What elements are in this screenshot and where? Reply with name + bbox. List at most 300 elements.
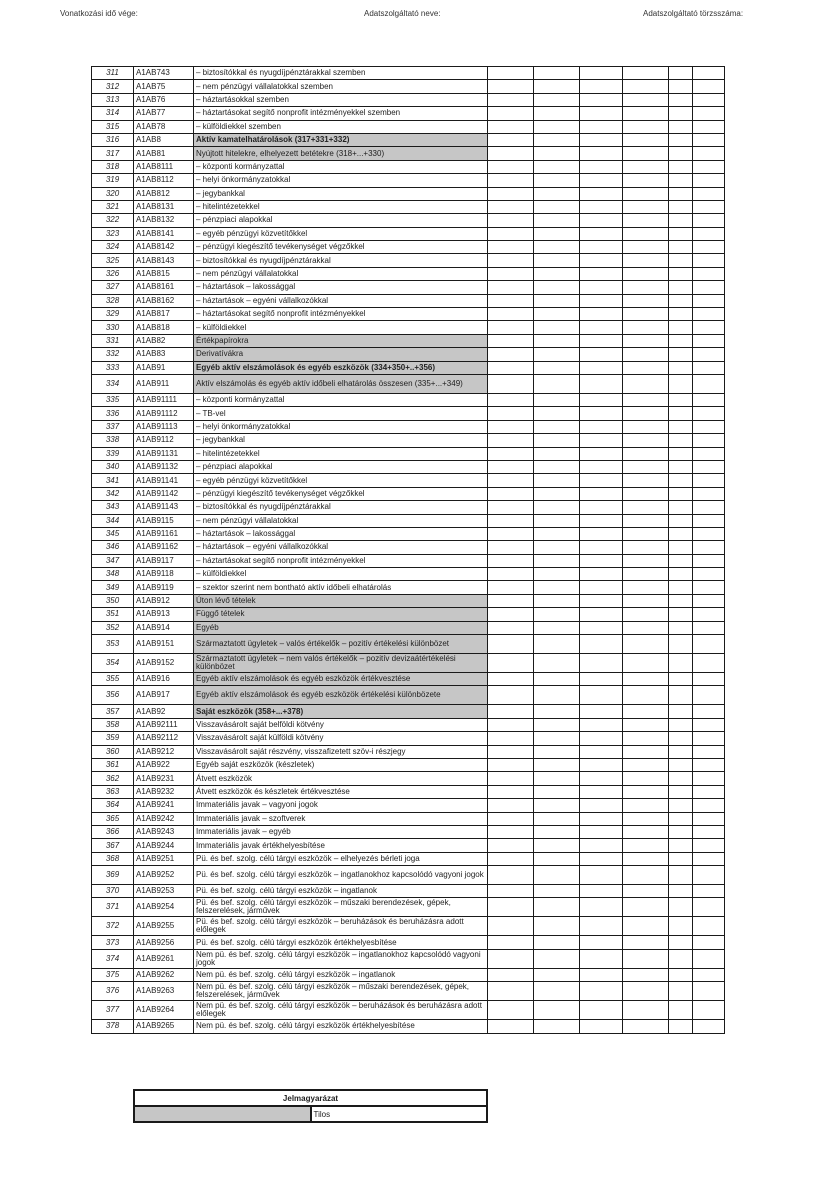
value-cell[interactable] [488, 812, 534, 825]
value-cell[interactable] [693, 393, 725, 406]
value-cell[interactable] [580, 434, 623, 447]
value-cell[interactable] [488, 133, 534, 146]
value-cell[interactable] [534, 785, 580, 798]
value-cell[interactable] [580, 174, 623, 187]
value-cell[interactable] [669, 673, 693, 686]
value-cell[interactable] [669, 241, 693, 254]
value-cell[interactable] [669, 799, 693, 812]
value-cell[interactable] [534, 772, 580, 785]
value-cell[interactable] [534, 982, 580, 1001]
value-cell[interactable] [488, 407, 534, 420]
value-cell[interactable] [623, 281, 669, 294]
value-cell[interactable] [693, 621, 725, 634]
value-cell[interactable] [580, 635, 623, 654]
value-cell[interactable] [580, 254, 623, 267]
value-cell[interactable] [623, 80, 669, 93]
value-cell[interactable] [534, 254, 580, 267]
value-cell[interactable] [669, 227, 693, 240]
value-cell[interactable] [623, 348, 669, 361]
value-cell[interactable] [580, 447, 623, 460]
value-cell[interactable] [693, 321, 725, 334]
value-cell[interactable] [580, 93, 623, 106]
value-cell[interactable] [580, 541, 623, 554]
value-cell[interactable] [693, 474, 725, 487]
value-cell[interactable] [693, 866, 725, 885]
value-cell[interactable] [534, 80, 580, 93]
value-cell[interactable] [488, 732, 534, 745]
value-cell[interactable] [534, 434, 580, 447]
value-cell[interactable] [669, 361, 693, 374]
value-cell[interactable] [669, 133, 693, 146]
value-cell[interactable] [669, 321, 693, 334]
value-cell[interactable] [693, 241, 725, 254]
value-cell[interactable] [623, 361, 669, 374]
value-cell[interactable] [623, 460, 669, 473]
value-cell[interactable] [488, 898, 534, 917]
value-cell[interactable] [534, 1020, 580, 1033]
value-cell[interactable] [488, 772, 534, 785]
value-cell[interactable] [534, 374, 580, 393]
value-cell[interactable] [488, 321, 534, 334]
value-cell[interactable] [580, 885, 623, 898]
value-cell[interactable] [693, 214, 725, 227]
value-cell[interactable] [580, 705, 623, 718]
value-cell[interactable] [623, 1001, 669, 1020]
value-cell[interactable] [623, 133, 669, 146]
value-cell[interactable] [693, 120, 725, 133]
value-cell[interactable] [623, 474, 669, 487]
value-cell[interactable] [534, 799, 580, 812]
value-cell[interactable] [623, 982, 669, 1001]
value-cell[interactable] [580, 799, 623, 812]
value-cell[interactable] [669, 825, 693, 838]
value-cell[interactable] [669, 635, 693, 654]
value-cell[interactable] [488, 621, 534, 634]
value-cell[interactable] [623, 885, 669, 898]
value-cell[interactable] [669, 718, 693, 731]
value-cell[interactable] [623, 1020, 669, 1033]
value-cell[interactable] [580, 917, 623, 936]
value-cell[interactable] [623, 799, 669, 812]
value-cell[interactable] [623, 654, 669, 673]
value-cell[interactable] [488, 308, 534, 321]
value-cell[interactable] [488, 1001, 534, 1020]
value-cell[interactable] [693, 898, 725, 917]
value-cell[interactable] [693, 160, 725, 173]
value-cell[interactable] [623, 936, 669, 949]
value-cell[interactable] [623, 120, 669, 133]
value-cell[interactable] [669, 852, 693, 865]
value-cell[interactable] [693, 93, 725, 106]
value-cell[interactable] [534, 321, 580, 334]
value-cell[interactable] [534, 968, 580, 981]
value-cell[interactable] [488, 200, 534, 213]
value-cell[interactable] [580, 361, 623, 374]
value-cell[interactable] [669, 917, 693, 936]
value-cell[interactable] [623, 147, 669, 160]
value-cell[interactable] [580, 949, 623, 968]
value-cell[interactable] [669, 474, 693, 487]
value-cell[interactable] [623, 812, 669, 825]
value-cell[interactable] [623, 541, 669, 554]
value-cell[interactable] [580, 621, 623, 634]
value-cell[interactable] [669, 200, 693, 213]
value-cell[interactable] [693, 434, 725, 447]
value-cell[interactable] [488, 581, 534, 594]
value-cell[interactable] [488, 594, 534, 607]
value-cell[interactable] [669, 187, 693, 200]
value-cell[interactable] [693, 527, 725, 540]
value-cell[interactable] [580, 745, 623, 758]
value-cell[interactable] [623, 839, 669, 852]
value-cell[interactable] [669, 447, 693, 460]
value-cell[interactable] [669, 67, 693, 80]
value-cell[interactable] [693, 673, 725, 686]
value-cell[interactable] [693, 554, 725, 567]
value-cell[interactable] [669, 393, 693, 406]
value-cell[interactable] [693, 732, 725, 745]
value-cell[interactable] [580, 732, 623, 745]
value-cell[interactable] [693, 785, 725, 798]
value-cell[interactable] [623, 241, 669, 254]
value-cell[interactable] [669, 581, 693, 594]
value-cell[interactable] [623, 705, 669, 718]
value-cell[interactable] [669, 758, 693, 771]
value-cell[interactable] [669, 308, 693, 321]
value-cell[interactable] [623, 866, 669, 885]
value-cell[interactable] [534, 241, 580, 254]
value-cell[interactable] [488, 120, 534, 133]
value-cell[interactable] [534, 594, 580, 607]
value-cell[interactable] [669, 334, 693, 347]
value-cell[interactable] [534, 348, 580, 361]
value-cell[interactable] [623, 732, 669, 745]
value-cell[interactable] [693, 917, 725, 936]
value-cell[interactable] [669, 80, 693, 93]
value-cell[interactable] [669, 374, 693, 393]
value-cell[interactable] [488, 160, 534, 173]
value-cell[interactable] [693, 361, 725, 374]
value-cell[interactable] [669, 281, 693, 294]
value-cell[interactable] [534, 501, 580, 514]
value-cell[interactable] [669, 866, 693, 885]
value-cell[interactable] [693, 334, 725, 347]
value-cell[interactable] [534, 1001, 580, 1020]
value-cell[interactable] [580, 514, 623, 527]
value-cell[interactable] [669, 594, 693, 607]
value-cell[interactable] [534, 608, 580, 621]
value-cell[interactable] [623, 608, 669, 621]
value-cell[interactable] [534, 732, 580, 745]
value-cell[interactable] [580, 673, 623, 686]
value-cell[interactable] [693, 568, 725, 581]
value-cell[interactable] [623, 501, 669, 514]
value-cell[interactable] [669, 898, 693, 917]
value-cell[interactable] [534, 635, 580, 654]
value-cell[interactable] [580, 785, 623, 798]
value-cell[interactable] [669, 294, 693, 307]
value-cell[interactable] [488, 393, 534, 406]
value-cell[interactable] [693, 348, 725, 361]
value-cell[interactable] [693, 187, 725, 200]
value-cell[interactable] [693, 407, 725, 420]
value-cell[interactable] [580, 133, 623, 146]
value-cell[interactable] [534, 825, 580, 838]
value-cell[interactable] [580, 968, 623, 981]
value-cell[interactable] [580, 758, 623, 771]
value-cell[interactable] [623, 434, 669, 447]
value-cell[interactable] [534, 160, 580, 173]
value-cell[interactable] [488, 174, 534, 187]
value-cell[interactable] [623, 949, 669, 968]
value-cell[interactable] [534, 214, 580, 227]
value-cell[interactable] [580, 936, 623, 949]
value-cell[interactable] [669, 812, 693, 825]
value-cell[interactable] [534, 885, 580, 898]
value-cell[interactable] [693, 501, 725, 514]
value-cell[interactable] [693, 147, 725, 160]
value-cell[interactable] [693, 654, 725, 673]
value-cell[interactable] [580, 839, 623, 852]
value-cell[interactable] [623, 160, 669, 173]
value-cell[interactable] [488, 93, 534, 106]
value-cell[interactable] [693, 705, 725, 718]
value-cell[interactable] [488, 705, 534, 718]
value-cell[interactable] [693, 812, 725, 825]
value-cell[interactable] [669, 1001, 693, 1020]
value-cell[interactable] [693, 885, 725, 898]
value-cell[interactable] [623, 554, 669, 567]
value-cell[interactable] [534, 93, 580, 106]
value-cell[interactable] [693, 745, 725, 758]
value-cell[interactable] [580, 348, 623, 361]
value-cell[interactable] [580, 686, 623, 705]
value-cell[interactable] [580, 420, 623, 433]
value-cell[interactable] [534, 174, 580, 187]
value-cell[interactable] [580, 852, 623, 865]
value-cell[interactable] [488, 501, 534, 514]
value-cell[interactable] [623, 294, 669, 307]
value-cell[interactable] [693, 852, 725, 865]
value-cell[interactable] [669, 107, 693, 120]
value-cell[interactable] [623, 267, 669, 280]
value-cell[interactable] [693, 839, 725, 852]
value-cell[interactable] [580, 107, 623, 120]
value-cell[interactable] [580, 568, 623, 581]
value-cell[interactable] [623, 686, 669, 705]
value-cell[interactable] [693, 1001, 725, 1020]
value-cell[interactable] [693, 514, 725, 527]
value-cell[interactable] [580, 160, 623, 173]
value-cell[interactable] [623, 968, 669, 981]
value-cell[interactable] [488, 447, 534, 460]
value-cell[interactable] [623, 673, 669, 686]
value-cell[interactable] [693, 67, 725, 80]
value-cell[interactable] [488, 718, 534, 731]
value-cell[interactable] [623, 393, 669, 406]
value-cell[interactable] [488, 67, 534, 80]
value-cell[interactable] [580, 866, 623, 885]
value-cell[interactable] [488, 374, 534, 393]
value-cell[interactable] [669, 407, 693, 420]
value-cell[interactable] [623, 174, 669, 187]
value-cell[interactable] [623, 420, 669, 433]
value-cell[interactable] [580, 267, 623, 280]
value-cell[interactable] [488, 839, 534, 852]
value-cell[interactable] [693, 447, 725, 460]
value-cell[interactable] [693, 174, 725, 187]
value-cell[interactable] [623, 321, 669, 334]
value-cell[interactable] [669, 982, 693, 1001]
value-cell[interactable] [488, 982, 534, 1001]
value-cell[interactable] [534, 745, 580, 758]
value-cell[interactable] [669, 514, 693, 527]
value-cell[interactable] [623, 214, 669, 227]
value-cell[interactable] [488, 348, 534, 361]
value-cell[interactable] [534, 866, 580, 885]
value-cell[interactable] [623, 772, 669, 785]
value-cell[interactable] [488, 785, 534, 798]
value-cell[interactable] [623, 718, 669, 731]
value-cell[interactable] [488, 474, 534, 487]
value-cell[interactable] [623, 785, 669, 798]
value-cell[interactable] [623, 374, 669, 393]
value-cell[interactable] [534, 852, 580, 865]
value-cell[interactable] [488, 214, 534, 227]
value-cell[interactable] [580, 898, 623, 917]
value-cell[interactable] [534, 718, 580, 731]
value-cell[interactable] [580, 501, 623, 514]
value-cell[interactable] [534, 67, 580, 80]
value-cell[interactable] [534, 514, 580, 527]
value-cell[interactable] [623, 745, 669, 758]
value-cell[interactable] [623, 487, 669, 500]
value-cell[interactable] [580, 460, 623, 473]
value-cell[interactable] [669, 120, 693, 133]
value-cell[interactable] [669, 654, 693, 673]
value-cell[interactable] [488, 361, 534, 374]
value-cell[interactable] [488, 267, 534, 280]
value-cell[interactable] [623, 187, 669, 200]
value-cell[interactable] [488, 554, 534, 567]
value-cell[interactable] [693, 374, 725, 393]
value-cell[interactable] [693, 718, 725, 731]
value-cell[interactable] [580, 120, 623, 133]
value-cell[interactable] [669, 705, 693, 718]
value-cell[interactable] [693, 758, 725, 771]
value-cell[interactable] [580, 581, 623, 594]
value-cell[interactable] [623, 107, 669, 120]
value-cell[interactable] [669, 420, 693, 433]
value-cell[interactable] [623, 758, 669, 771]
value-cell[interactable] [534, 308, 580, 321]
value-cell[interactable] [534, 554, 580, 567]
value-cell[interactable] [534, 673, 580, 686]
value-cell[interactable] [693, 254, 725, 267]
value-cell[interactable] [534, 474, 580, 487]
value-cell[interactable] [623, 334, 669, 347]
value-cell[interactable] [534, 393, 580, 406]
value-cell[interactable] [534, 917, 580, 936]
value-cell[interactable] [623, 581, 669, 594]
value-cell[interactable] [693, 308, 725, 321]
value-cell[interactable] [534, 133, 580, 146]
value-cell[interactable] [580, 594, 623, 607]
value-cell[interactable] [693, 936, 725, 949]
value-cell[interactable] [669, 348, 693, 361]
value-cell[interactable] [580, 527, 623, 540]
value-cell[interactable] [693, 200, 725, 213]
value-cell[interactable] [669, 949, 693, 968]
value-cell[interactable] [534, 758, 580, 771]
value-cell[interactable] [488, 281, 534, 294]
value-cell[interactable] [669, 608, 693, 621]
value-cell[interactable] [488, 885, 534, 898]
value-cell[interactable] [580, 281, 623, 294]
value-cell[interactable] [693, 420, 725, 433]
value-cell[interactable] [534, 686, 580, 705]
value-cell[interactable] [534, 107, 580, 120]
value-cell[interactable] [623, 447, 669, 460]
value-cell[interactable] [488, 1020, 534, 1033]
value-cell[interactable] [534, 447, 580, 460]
value-cell[interactable] [580, 772, 623, 785]
value-cell[interactable] [623, 254, 669, 267]
value-cell[interactable] [488, 568, 534, 581]
value-cell[interactable] [580, 825, 623, 838]
value-cell[interactable] [693, 227, 725, 240]
value-cell[interactable] [488, 541, 534, 554]
value-cell[interactable] [669, 527, 693, 540]
value-cell[interactable] [580, 308, 623, 321]
value-cell[interactable] [488, 434, 534, 447]
value-cell[interactable] [669, 839, 693, 852]
value-cell[interactable] [693, 294, 725, 307]
value-cell[interactable] [580, 321, 623, 334]
value-cell[interactable] [534, 120, 580, 133]
value-cell[interactable] [623, 308, 669, 321]
value-cell[interactable] [693, 635, 725, 654]
value-cell[interactable] [534, 460, 580, 473]
value-cell[interactable] [693, 968, 725, 981]
value-cell[interactable] [580, 407, 623, 420]
value-cell[interactable] [693, 825, 725, 838]
value-cell[interactable] [580, 474, 623, 487]
value-cell[interactable] [488, 187, 534, 200]
value-cell[interactable] [534, 621, 580, 634]
value-cell[interactable] [580, 654, 623, 673]
value-cell[interactable] [488, 852, 534, 865]
value-cell[interactable] [534, 527, 580, 540]
value-cell[interactable] [580, 812, 623, 825]
value-cell[interactable] [669, 686, 693, 705]
value-cell[interactable] [669, 732, 693, 745]
value-cell[interactable] [669, 936, 693, 949]
value-cell[interactable] [488, 686, 534, 705]
value-cell[interactable] [580, 294, 623, 307]
value-cell[interactable] [534, 705, 580, 718]
value-cell[interactable] [534, 541, 580, 554]
value-cell[interactable] [669, 487, 693, 500]
value-cell[interactable] [623, 93, 669, 106]
value-cell[interactable] [534, 581, 580, 594]
value-cell[interactable] [580, 67, 623, 80]
value-cell[interactable] [488, 460, 534, 473]
value-cell[interactable] [488, 487, 534, 500]
value-cell[interactable] [488, 917, 534, 936]
value-cell[interactable] [623, 527, 669, 540]
value-cell[interactable] [623, 594, 669, 607]
